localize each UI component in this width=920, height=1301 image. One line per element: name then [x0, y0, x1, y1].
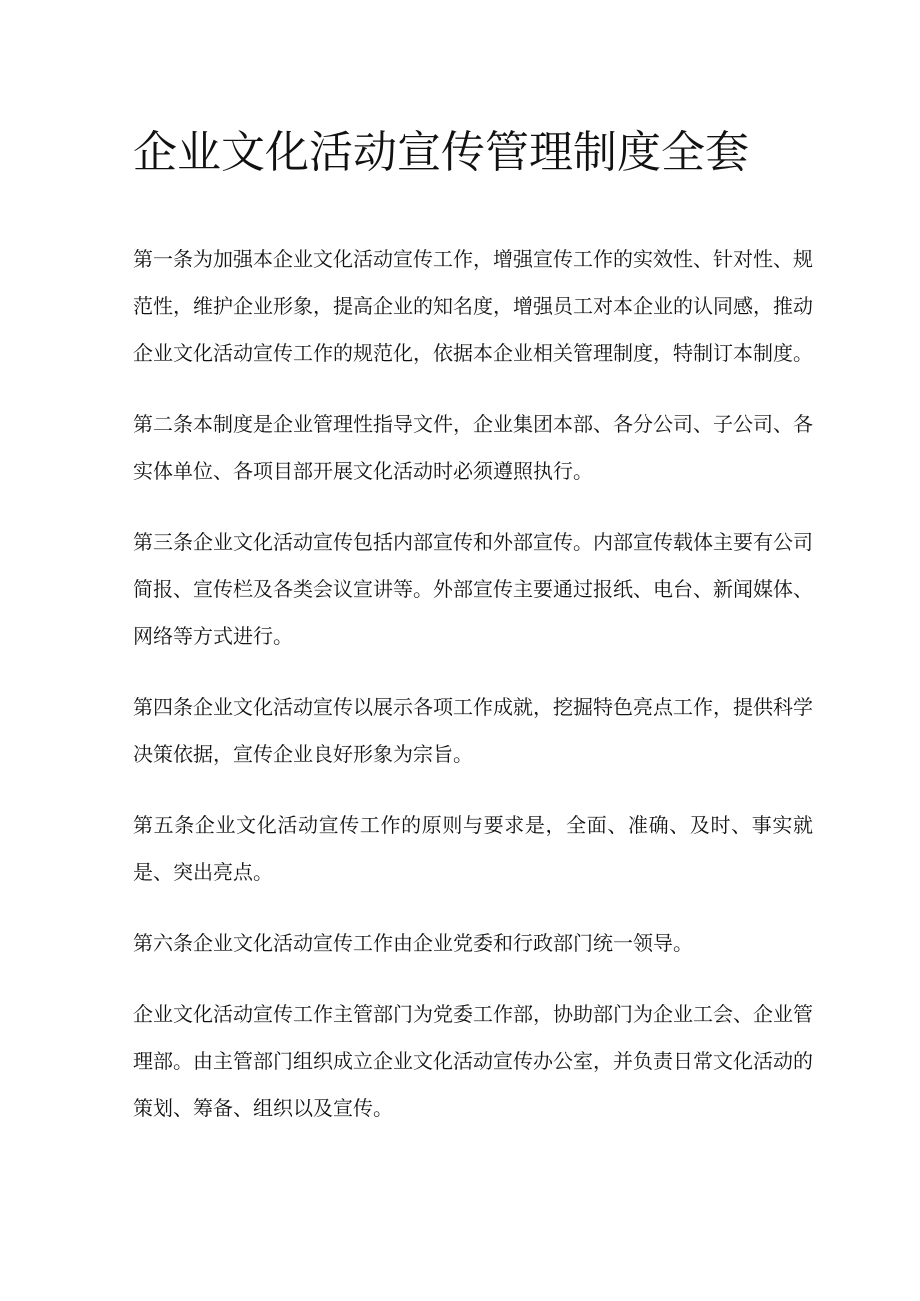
document-body — [133, 236, 813, 1156]
paragraph-article-3: 第三条企业文化活动宣传包括内部宣传和外部宣传。内部宣传载体主要有公司简报、宣传栏及各类会议宣讲等。外部宣传主要通过报纸、电台、新闻媒体、网络等方式进行。 — [133, 530, 813, 648]
paragraph-article-2: 第二条本制度是企业管理性指导文件，企业集团本部、各分公司、子公司、各实体单位、各项目部开展文化活动时必须遵照执行。 — [133, 412, 813, 483]
document-title: 企业文化活动宣传管理制度全套 — [133, 127, 749, 178]
paragraph-article-1: 第一条为加强本企业文化活动宣传工作，增强宣传工作的实效性、针对性、规范性，维护企业形象，提高企业的知名度，增强员工对本企业的认同感，推动企业文化活动宣传工作的规范化，依据本企业相关管理制度，特制订本制度。 — [133, 247, 813, 365]
paragraph-article-5: 第五条企业文化活动宣传工作的原则与要求是，全面、准确、及时、事实就是、突出亮点。 — [133, 813, 813, 884]
paragraph-article-4: 第四条企业文化活动宣传以展示各项工作成就，挖掘特色亮点工作，提供科学决策依据，宣传企业良好形象为宗旨。 — [133, 695, 813, 766]
paragraph-article-6: 第六条企业文化活动宣传工作由企业党委和行政部门统一领导。 — [133, 931, 693, 955]
paragraph-department: 企业文化活动宣传工作主管部门为党委工作部，协助部门为企业工会、企业管理部。由主管部门组织成立企业文化活动宣传办公室，并负责日常文化活动的策划、筹备、组织以及宣传。 — [133, 1002, 813, 1120]
